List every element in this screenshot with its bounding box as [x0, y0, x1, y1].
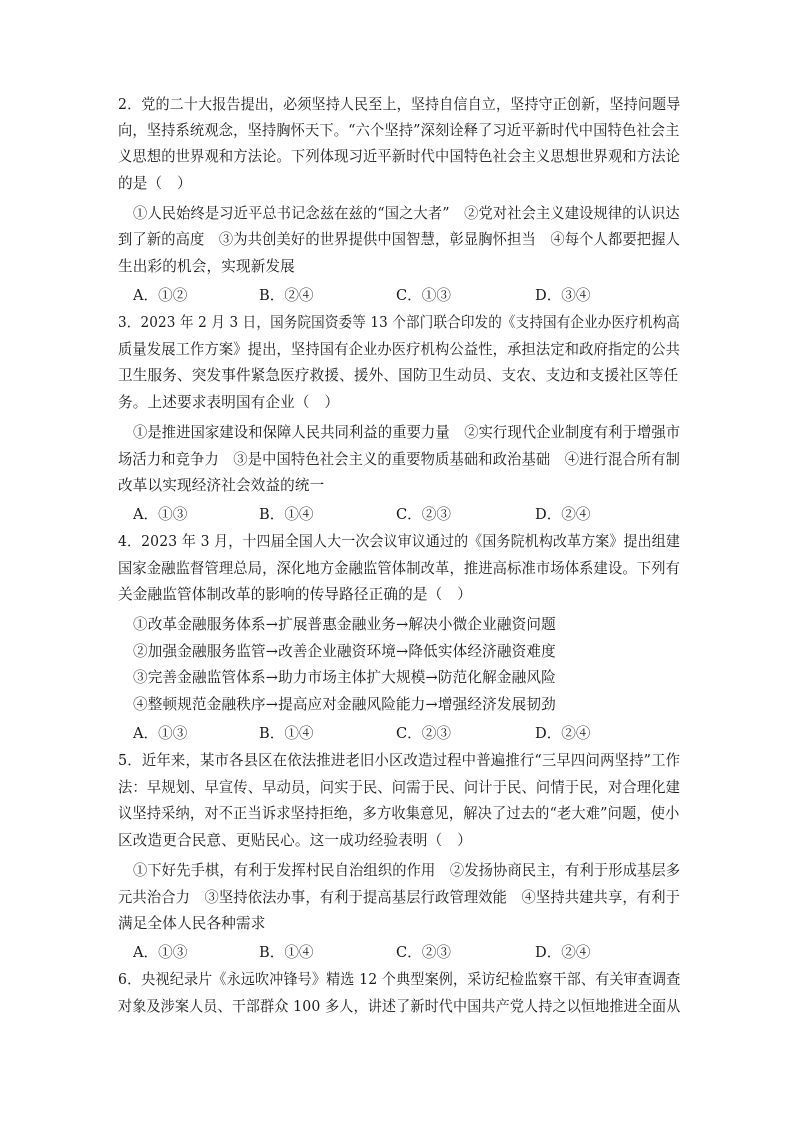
- question-stem-line: 议坚持采纳，对不正当诉求坚持拒绝，多方收集意见，解决了过去的“老大难”问题，使小: [118, 805, 680, 822]
- statement-line: 生出彩的机会，实现新发展: [118, 258, 295, 275]
- option-d: D．③④: [535, 287, 591, 304]
- option-a: A．①②: [133, 287, 188, 304]
- option-a: A．①③: [133, 725, 188, 742]
- option-b: B．①④: [259, 506, 314, 523]
- statement-line: ①是推进国家建设和保障人民共同利益的重要力量 ②实行现代企业制度有利于增强市: [133, 424, 681, 441]
- statement-line: ①改革金融服务体系→扩展普惠金融业务→解决小微企业融资问题: [133, 616, 556, 633]
- answer-options: [133, 505, 693, 525]
- option-c: C．②③: [396, 725, 451, 742]
- option-c: C．②③: [396, 506, 451, 523]
- option-b: B．①④: [259, 944, 314, 961]
- question-stem-line: 务。上述要求表明国有企业（ ）: [118, 394, 340, 411]
- question-stem-line: 国家金融监督管理总局，深化地方金融监管体制改革，推进高标准市场体系建设。下列有: [118, 560, 681, 577]
- option-a: A．①③: [133, 944, 188, 961]
- question-stem-line: 区改造更合民意、更贴民心。这一成功经验表明（ ）: [118, 832, 472, 849]
- answer-options: [133, 286, 693, 306]
- statement-line: 元共治合力 ③坚持依法办事，有利于提高基层行政管理效能 ④坚持共建共享，有利于: [118, 889, 681, 906]
- statement-line: 改革以实现经济社会效益的统一: [118, 477, 325, 494]
- statement-line: ①下好先手棋，有利于发挥村民自治组织的作用 ②发扬协商民主，有利于形成基层多: [133, 862, 681, 879]
- question-stem-line: 卫生服务、突发事件紧急医疗救援、援外、国防卫生动员、支农、支边和支援社区等任: [118, 367, 679, 384]
- question-stem-line: 义思想的世界观和方法论。下列体现习近平新时代中国特色社会主义思想世界观和方法论: [118, 148, 681, 165]
- option-c: C．②③: [396, 944, 451, 961]
- option-c: C．①③: [396, 287, 451, 304]
- option-d: D．②④: [535, 725, 591, 742]
- question-stem-line: 2．党的二十大报告提出，必须坚持人民至上，坚持自信自立，坚持守正创新，坚持问题导: [118, 96, 681, 113]
- answer-options: [133, 724, 693, 744]
- statement-line: 满足全体人民各种需求: [118, 915, 266, 932]
- option-b: B．①④: [259, 725, 314, 742]
- statement-line: 场活力和竞争力 ③是中国特色社会主义的重要物质基础和政治基础 ④进行混合所有制: [118, 451, 681, 468]
- statement-line: ②加强金融服务监管→改善企业融资环境→降低实体经济融资难度: [133, 643, 556, 660]
- question-stem-line: 4．2023 年 3 月，十四届全国人大一次会议审议通过的《国务院机构改革方案》提出组建: [118, 533, 681, 550]
- option-d: D．②④: [535, 506, 591, 523]
- question-stem-line: 6．央视纪录片《永远吹冲锋号》精选 12 个典型案例，采访纪检监察干部、有关审查调查: [118, 971, 681, 988]
- question-stem-line: 对象及涉案人员、干部群众 100 多人，讲述了新时代中国共产党人持之以恒地推进全面从: [118, 998, 681, 1015]
- question-stem-line: 向，坚持系统观念，坚持胸怀天下。“六个坚持”深刻诠释了习近平新时代中国特色社会主: [118, 122, 680, 139]
- question-stem-line: 5．近年来，某市各县区在依法推进老旧小区改造过程中普遍推行“三早四问两坚持”工作: [118, 752, 681, 769]
- statement-line: ④整顿规范金融秩序→提高应对金融风险能力→增强经济发展韧劲: [133, 696, 556, 713]
- statement-line: ③完善金融监管体系→助力市场主体扩大规模→防范化解金融风险: [133, 669, 556, 686]
- option-a: A．①③: [133, 506, 188, 523]
- option-d: D．②④: [535, 944, 591, 961]
- question-stem-line: 质量发展工作方案》提出，坚持国有企业办医疗机构公益性，承担法定和政府指定的公共: [118, 341, 681, 358]
- option-b: B．②④: [259, 287, 314, 304]
- question-stem-line: 3．2023 年 2 月 3 日，国务院国资委等 13 个部门联合印发的《支持国有企业办医疗机构高: [118, 314, 680, 331]
- statement-line: ①人民始终是习近平总书记念兹在兹的“国之大者” ②党对社会主义建设规律的认识达: [133, 205, 680, 222]
- question-stem-line: 关金融监管体制改革的影响的传导路径正确的是（ ）: [118, 586, 472, 603]
- answer-options: [133, 943, 693, 963]
- question-stem-line: 法：早规划、早宣传、早动员，问实于民、问需于民、问计于民、问情于民，对合理化建: [118, 779, 681, 796]
- statement-line: 到了新的高度 ③为共创美好的世界提供中国智慧，彰显胸怀担当 ④每个人都要把握人: [118, 231, 681, 248]
- question-stem-line: 的是（ ）: [118, 175, 192, 192]
